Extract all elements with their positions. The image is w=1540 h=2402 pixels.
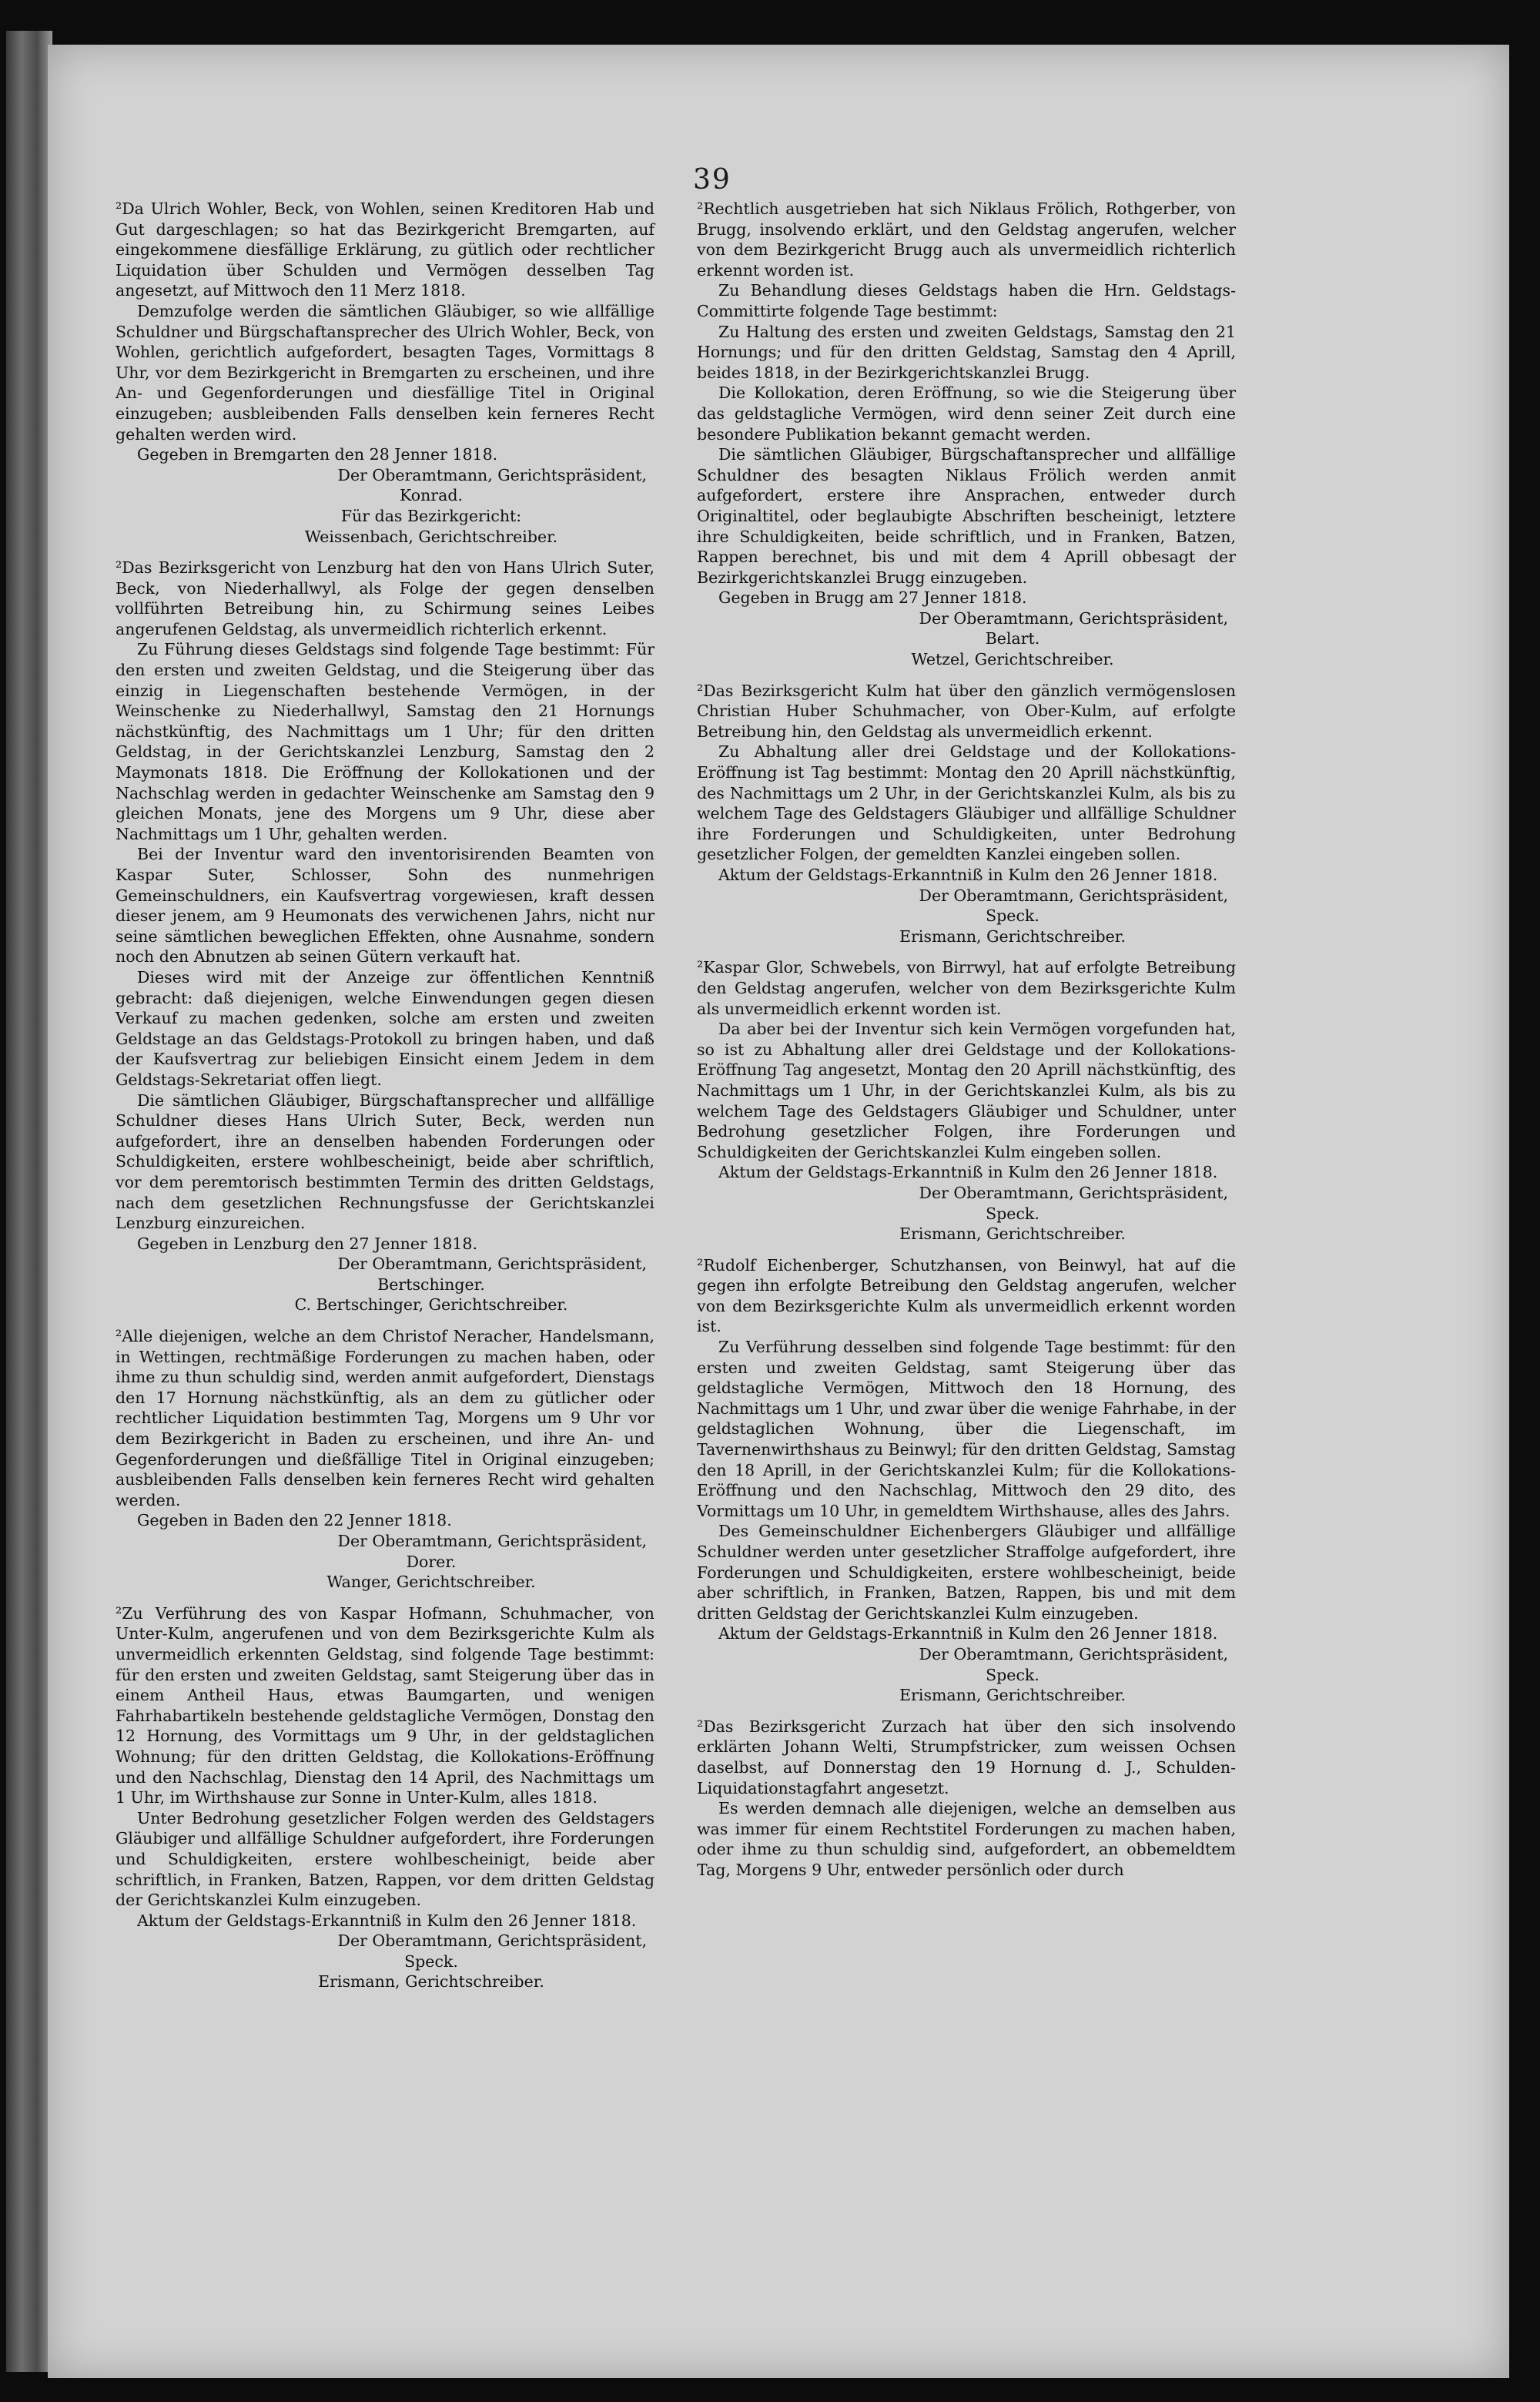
notice-block bbox=[116, 1326, 654, 1593]
notice-block bbox=[697, 199, 1236, 670]
notice-paragraph: Demzufolge werden die sämtlichen Gläubiger, so wie allfällige Schuldner und Bürgschaftansprecher des Ulrich Wohler, Beck, von Wohlen, gerichtlich aufgefordert, besagten Tages, Vormittags 8 Uhr, vor dem Bezirkgericht in Bremgarten zu erscheinen, und ihre An- und Gegenforderungen und diesfällige Titel in Original einzugeben; ausbleibenden Falls denselben kein ferneres Recht gehalten werden wird. bbox=[116, 301, 654, 444]
left-column bbox=[116, 199, 654, 2003]
page-number: 39 bbox=[693, 164, 732, 196]
notice-paragraph: Gegeben in Baden den 22 Jenner 1818. bbox=[137, 1511, 452, 1530]
signature-clerk: Erismann, Gerichtschreiber. bbox=[899, 926, 1126, 946]
notice-paragraph: Gegeben in Brugg am 27 Jenner 1818. bbox=[718, 588, 1027, 608]
notice-paragraph: Zu Behandlung dieses Geldstags haben die Hrn. Geldstags-Committirte folgende Tage bestimmt: bbox=[697, 281, 1236, 320]
signature-title: Der Oberamtmann, Gerichtspräsident, bbox=[337, 1931, 647, 1951]
signature-name: Konrad. bbox=[400, 486, 463, 505]
signature-title: Der Oberamtmann, Gerichtspräsident, bbox=[919, 608, 1228, 628]
notice-paragraph: Die sämtlichen Gläubiger, Bürgschaftansprecher und allfällige Schuldner dieses Hans Ulrich Suter, Beck, werden nun aufgefordert, ihre an denselben habenden Forderungen oder Schuldigkeiten, erstere wohlbescheinigt, beide aber schriftlich, vor dem peremtorisch bestimmten Termin des dritten Geldstags, nach dem gesetzlichen Rechnungsfusse der Gerichtskanzlei Lenzburg einzureichen. bbox=[116, 1090, 654, 1233]
notice-paragraph: Aktum der Geldstags-Erkanntniß in Kulm den 26 Jenner 1818. bbox=[718, 866, 1218, 884]
notice-block bbox=[116, 558, 654, 1315]
notice-paragraph: Zu Haltung des ersten und zweiten Geldstags, Samstag den 21 Hornungs; und für den dritten Geldstag, Samstag den 4 Aprill, beides 1818, in der Bezirkgerichtskanzlei Brugg. bbox=[697, 322, 1236, 382]
signature-clerk: Erismann, Gerichtschreiber. bbox=[899, 1686, 1126, 1705]
signature-clerk: C. Bertschinger, Gerichtschreiber. bbox=[294, 1295, 568, 1315]
notice-lead-paragraph: ²Alle diejenigen, welche an dem Christof Neracher, Handelsmann, in Wettingen, rechtmäßige Forderungen zu machen haben, oder ihme zu thun schuldig sind, werden anmit aufgefordert, Dienstags den 17 Hornung nächstkünftig, als an dem zu gütlicher oder rechtlicher Liquidation bestimmten Tag, Morgens um 9 Uhr vor dem Bezirkgericht in Baden zu erscheinen, und ihre An- und Gegenforderungen und dießfällige Titel in Original einzugeben; ausbleibenden Falls denselben kein ferneres Recht wird gehalten werden. bbox=[116, 1327, 654, 1509]
notice-paragraph: Dieses wird mit der Anzeige zur öffentlichen Kenntniß gebracht: daß diejenigen, welche Einwendungen gegen diesen Verkauf zu machen gedenken, solche am ersten und zweiten Geldstage an das Geldstags-Protokoll zu bringen haben, und daß der Kaufsvertrag zur beliebigen Einsicht einem Jedem in dem Geldstags-Sekretariat offen liegt. bbox=[116, 967, 654, 1089]
signature-name: Bertschinger. bbox=[377, 1275, 485, 1294]
signature-clerk: Wanger, Gerichtschreiber. bbox=[326, 1573, 536, 1592]
notice-paragraph: Die sämtlichen Gläubiger, Bürgschaftansprecher und allfällige Schuldner des besagten Niklaus Frölich werden anmit aufgefordert, erstere ihre Ansprachen, entweder durch Originaltitel, oder beglaubigte Abschriften bescheinigt, letztere ihre Schuldigkeiten, beide schriftlich, und in Franken, Batzen, Rappen berechnet, bis und mit dem 4 Aprill obbesagt der Bezirkgerichtskanzlei Brugg einzugeben. bbox=[697, 445, 1236, 587]
signature-title: Der Oberamtmann, Gerichtspräsident, bbox=[337, 1255, 647, 1274]
page-stack-edge bbox=[6, 31, 52, 2372]
signature-name: Für das Bezirkgericht: bbox=[340, 506, 522, 525]
notice-lead-paragraph: ²Das Bezirksgericht Kulm hat über den gänzlich vermögenslosen Christian Huber Schuhmacher, von Ober-Kulm, auf erfolgte Betreibung hin, den Geldstag als unvermeidlich erkennt. bbox=[697, 681, 1236, 741]
notice-paragraph: Unter Bedrohung gesetzlicher Folgen werden des Geldstagers Gläubiger und allfällige Schuldner aufgefordert, ihre Forderungen und Schuldigkeiten, erstere wohlbescheinigt, beide aber schriftlich, in Franken, Batzen, Rappen, vor dem dritten Geldstag der Gerichtskanzlei Kulm einzugeben. bbox=[116, 1808, 654, 1910]
notice-paragraph: Aktum der Geldstags-Erkanntniß in Kulm den 26 Jenner 1818. bbox=[718, 1624, 1218, 1643]
signature-title: Der Oberamtmann, Gerichtspräsident, bbox=[337, 1532, 647, 1550]
notice-lead-paragraph: ²Rechtlich ausgetrieben hat sich Niklaus Frölich, Rothgerber, von Brugg, insolvendo erklärt, und den Geldstag angerufen, welcher von dem Bezirkgericht Brugg auch als unvermeidlich richterlich erkennt worden ist. bbox=[697, 199, 1236, 280]
notice-lead-paragraph: ²Das Bezirksgericht Zurzach hat über den sich insolvendo erklärten Johann Welti, Strumpfstricker, zum weissen Ochsen daselbst, auf Donnerstag den 19 Hornung d. J., Schulden-Liquidationstagfahrt angesetzt. bbox=[697, 1717, 1236, 1797]
signature-title: Der Oberamtmann, Gerichtspräsident, bbox=[919, 886, 1228, 905]
notice-lead-paragraph: ²Rudolf Eichenberger, Schutzhansen, von Beinwyl, hat auf die gegen ihn erfolgte Betreibung den Geldstag angerufen, welcher von dem Bezirksgerichte Kulm als unvermeidlich erkennt worden ist. bbox=[697, 1255, 1236, 1336]
notice-block bbox=[116, 199, 654, 547]
notice-paragraph: Gegeben in Bremgarten den 28 Jenner 1818. bbox=[137, 445, 498, 464]
notice-paragraph: Aktum der Geldstags-Erkanntniß in Kulm den 26 Jenner 1818. bbox=[137, 1911, 637, 1930]
notice-block bbox=[697, 681, 1236, 947]
signature-name: Speck. bbox=[404, 1951, 458, 1971]
notice-paragraph: Zu Führung dieses Geldstags sind folgende Tage bestimmt: Für den ersten und zweiten Geldstag, und die Steigerung über das einzig in Liegenschaften bestehende Vermögen, in der Weinschenke zu Niederhallwyl, Samstag den 21 Hornungs nächstkünftig, des Nachmittags um 1 Uhr; für den dritten Geldstag, in der Gerichtskanzlei Lenzburg, Samstag den 2 Maymonats 1818. Die Eröffnung der Kollokationen und der Nachschlag werden in gedachter Weinschenke am Samstag den 9 gleichen Monats, jene des Morgens um 9 Uhr, diese aber Nachmittags um 1 Uhr, gehalten werden. bbox=[116, 640, 654, 843]
notice-paragraph: Zu Verführung desselben sind folgende Tage bestimmt: für den ersten und zweiten Geldstag, samt Steigerung über das geldstagliche Vermögen, Mittwoch den 18 Hornung, des Nachmittags um 1 Uhr, und zwar über die wenige Fahrhabe, in der geldstaglichen Wohnung, über die Liegenschaft, im Tavernenwirthshaus zu Beinwyl; für den dritten Geldstag, Samstag den 18 Aprill, in der Gerichtskanzlei Kulm; für die Kollokations-Eröffnung und den Nachschlag, Mittwoch den 29 dito, des Vormittags um 10 Uhr, in gemeldtem Wirthshause, alles des Jahrs. bbox=[697, 1338, 1236, 1520]
signature-clerk: Erismann, Gerichtschreiber. bbox=[899, 1224, 1126, 1244]
signature-name: Dorer. bbox=[406, 1552, 457, 1571]
signature-clerk: Erismann, Gerichtschreiber. bbox=[318, 1972, 544, 1992]
notice-paragraph: Zu Abhaltung aller drei Geldstage und der Kollokations-Eröffnung ist Tag bestimmt: Montag den 20 Aprill nächstkünftig, des Nachmittags um 2 Uhr, in der Gerichtskanzlei Kulm, als bis zu welchem Tage des Geldstagers Gläubiger und allfällige Schuldner ihre Forderungen und Schuldigkeiten, unter Bedrohung gesetzlicher Folgen, der gemeldten Kanzlei eingeben sollen. bbox=[697, 742, 1236, 864]
signature-title: Der Oberamtmann, Gerichtspräsident, bbox=[919, 1183, 1228, 1202]
right-column bbox=[697, 199, 1236, 1891]
signature-name: Speck. bbox=[986, 1204, 1040, 1223]
notice-paragraph: Da aber bei der Inventur sich kein Vermögen vorgefunden hat, so ist zu Abhaltung aller drei Geldstage und der Kollokations-Eröffnung Tag angesetzt, Montag den 20 Aprill nächstkünftig, des Nachmittags um 1 Uhr, in der Gerichtskanzlei Kulm, als bis zu welchem Tage des Geldstagers Gläubiger und Schuldner, unter Bedrohung gesetzlicher Folgen, ihre Forderungen und Schuldigkeiten der Gerichtskanzlei Kulm eingeben sollen. bbox=[697, 1020, 1236, 1161]
notice-block bbox=[697, 1717, 1236, 1881]
notice-paragraph: Des Gemeinschuldner Eichenbergers Gläubiger und allfällige Schuldner werden unter gesetzlicher Straffolge aufgefordert, ihre Forderungen und Schuldigkeiten, erstere wohlbescheinigt, beide aber schriftlich, in Franken, Batzen, Rappen, bis und mit dem dritten Geldstag der Gerichtskanzlei Kulm einzugeben. bbox=[697, 1522, 1236, 1623]
notice-block bbox=[116, 1603, 654, 1992]
notice-paragraph: Aktum der Geldstags-Erkanntniß in Kulm den 26 Jenner 1818. bbox=[718, 1163, 1218, 1182]
notice-lead-paragraph: ²Zu Verführung des von Kaspar Hofmann, Schuhmacher, von Unter-Kulm, angerufenen und von dem Bezirksgerichte Kulm als unvermeidlich erkennten Geldstag, sind folgende Tage bestimmt: für den ersten und zweiten Geldstag, samt Steigerung über das in einem Antheil Haus, etwas Baumgarten, und wenigen Fahrhabartikeln bestehende geldstagliche Vermögen, Donstag den 12 Hornung, des Vormittags um 9 Uhr, in der geldstaglichen Wohnung; für den dritten Geldstag, die Kollokations-Eröffnung und den Nachschlag, Dienstag den 14 April, des Nachmittags um 1 Uhr, im Wirthshause zur Sonne in Unter-Kulm, alles 1818. bbox=[116, 1603, 654, 1807]
signature-name: Belart. bbox=[985, 629, 1040, 648]
notice-lead-paragraph: ²Das Bezirksgericht von Lenzburg hat den von Hans Ulrich Suter, Beck, von Niederhallwyl, als Folge der gegen denselben vollführten Betreibung hin, zu Schirmung seines Leibes angerufenen Geldstag, als unvermeidlich richterlich erkennt. bbox=[116, 558, 654, 638]
signature-clerk: Wetzel, Gerichtschreiber. bbox=[911, 650, 1114, 669]
notice-paragraph: Bei der Inventur ward den inventorisirenden Beamten von Kaspar Suter, Schlosser, Sohn des nunmehrigen Gemeinschuldners, ein Kaufsvertrag vorgewiesen, kraft dessen dieser jenem, am 9 Heumonats des verwichenen Jahrs, nicht nur seine sämtlichen beweglichen Effekten, ohne Ausnahme, sondern noch den Abnutzen ab seinen Gütern verkauft hat. bbox=[116, 845, 654, 966]
notice-block bbox=[697, 957, 1236, 1244]
notice-lead-paragraph: ²Da Ulrich Wohler, Beck, von Wohlen, seinen Kreditoren Hab und Gut dargeschlagen; so hat das Bezirkgericht Bremgarten, auf eingekommene diesfällige Erklärung, zu gütlich oder rechtlicher Liquidation über Schulden und Vermögen desselben Tag angesetzt, auf Mittwoch den 11 Merz 1818. bbox=[116, 199, 654, 300]
notice-lead-paragraph: ²Kaspar Glor, Schwebels, von Birrwyl, hat auf erfolgte Betreibung den Geldstag angerufen, welcher von dem Bezirksgerichte Kulm als unvermeidlich erkennt worden ist. bbox=[697, 958, 1236, 1018]
signature-title: Der Oberamtmann, Gerichtspräsident, bbox=[919, 1644, 1228, 1663]
signature-name: Speck. bbox=[986, 1665, 1040, 1684]
notice-paragraph: Es werden demnach alle diejenigen, welche an demselben aus was immer für einem Rechtstitel Forderungen zu machen haben, oder ihme zu thun schuldig sind, aufgefordert, an obbemeldtem Tag, Morgens 9 Uhr, entweder persönlich oder durch bbox=[697, 1799, 1236, 1879]
signature-clerk: Weissenbach, Gerichtschreiber. bbox=[304, 527, 558, 546]
notice-paragraph: Gegeben in Lenzburg den 27 Jenner 1818. bbox=[137, 1234, 477, 1253]
notice-paragraph: Die Kollokation, deren Eröffnung, so wie die Steigerung über das geldstagliche Vermögen, wird denn seiner Zeit durch eine besondere Publikation bekannt gemacht werden. bbox=[697, 384, 1236, 444]
signature-title: Der Oberamtmann, Gerichtspräsident, bbox=[337, 465, 647, 484]
signature-name: Speck. bbox=[986, 906, 1040, 926]
notice-block bbox=[697, 1255, 1236, 1706]
